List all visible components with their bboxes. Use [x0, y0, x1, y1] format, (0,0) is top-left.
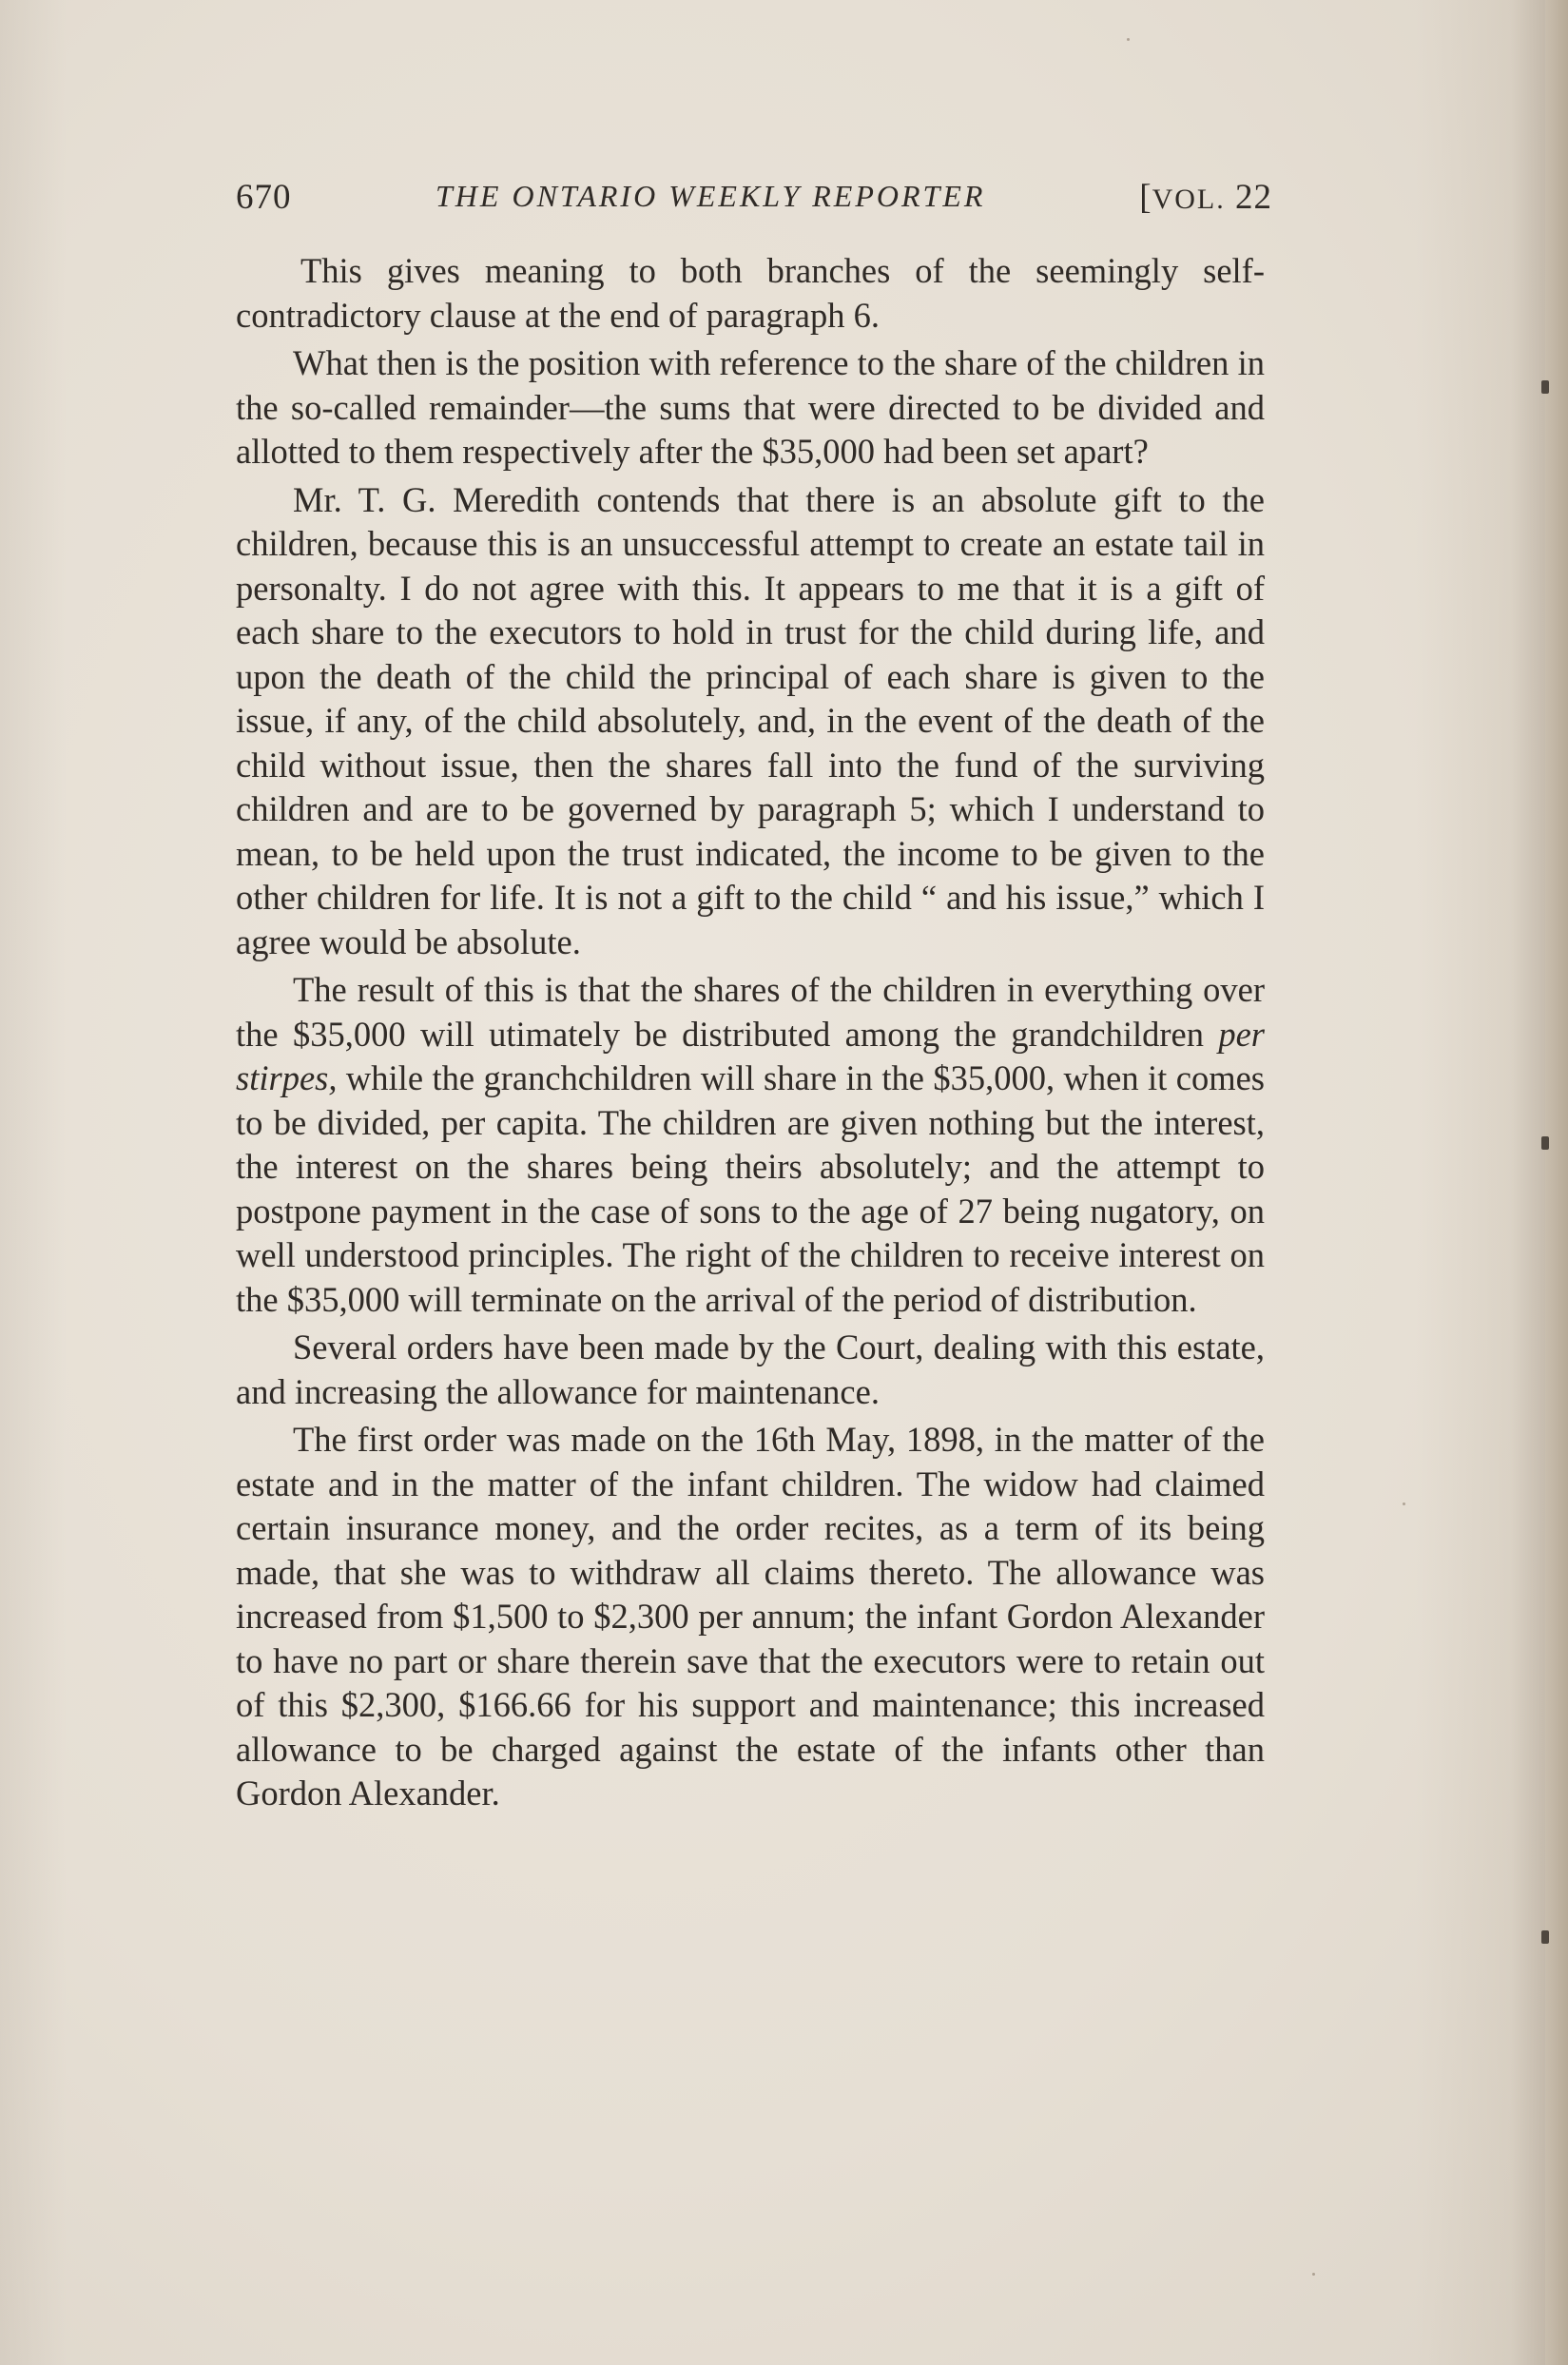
margin-mark — [1541, 1930, 1549, 1944]
margin-mark — [1541, 380, 1549, 394]
page-number: 670 — [236, 178, 292, 217]
paragraph-6: The first order was made on the 16th May, 1898, in the matter of the estate and in the matter of the infant children. The widow had claimed certain insurance money, and the order recites, as a term of its being made, that she was to withdraw all claims thereto. The allowance was increased from $1,500 to $2,300 per annum; the infant Gordon Alexander to have no part or share therein save that the executors were to retain out of this $2,300, $166.66 for his support and maintenance; this increased allowance to be charged against the estate of the infants other than Gordon Alexander. — [236, 1420, 1265, 1813]
paragraph-5: Several orders have been made by the Court, dealing with this estate, and increasing the allowance for maintenance. — [236, 1328, 1265, 1411]
paragraph-2: What then is the position with reference to the share of the children in the so-called remainder—the sums that were directed to be divided and allotted to them respectively after the $35,000 had been set apart? — [236, 343, 1265, 471]
body-text — [236, 249, 1265, 1820]
paragraph-4-italic-phrase: per stirpes, — [236, 1014, 1265, 1097]
volume-label: VOL. — [1152, 184, 1226, 215]
paragraph-4-text-b: while the granchchildren will share in the $35,000, when it comes to be divided, per capita. The children are given nothing but the interest, the interest on the shares being theirs absolutely; and the attempt to postpone payment in the case of sons to the age of 27 being nugatory, on well understood principles. The right of the children to receive interest on the $35,000 will terminate on the arrival of the period of distribution. — [236, 1058, 1265, 1319]
volume-number: 22 — [1235, 178, 1272, 217]
running-title: THE ONTARIO WEEKLY REPORTER — [436, 179, 986, 213]
paragraph-4 — [236, 968, 1265, 1322]
page-binding-edge — [1545, 0, 1568, 2365]
volume-indicator — [1139, 177, 1272, 218]
paragraph-1: This gives meaning to both branches of the seemingly self-contradictory clause at the end of paragraph 6. — [236, 251, 1265, 335]
paper-speck — [1403, 1502, 1405, 1505]
running-header — [236, 171, 1272, 228]
volume-bracket: [ — [1139, 178, 1152, 217]
paper-speck — [1127, 38, 1130, 41]
paper-speck — [1312, 2273, 1315, 2276]
margin-mark — [1541, 1136, 1549, 1150]
paragraph-4-text-a: The result of this is that the shares of the children in everything over the $35,000 will utimately be distributed among the grandchildren — [236, 970, 1265, 1054]
paragraph-3: Mr. T. G. Meredith contends that there is an absolute gift to the children, because this is an unsuccessful attempt to create an estate tail in personalty. I do not agree with this. It appears to me that it is a gift of each share to the executors to hold in trust for the child during life, and upon the death of the child the principal of each share is given to the issue, if any, of the child absolutely, and, in the event of the death of the child without issue, then the shares fall into the fund of the surviving children and are to be governed by paragraph 5; which I understand to mean, to be held upon the trust indicated, the income to be given to the other children for life. It is not a gift to the child “ and his issue,” which I agree would be absolute. — [236, 479, 1265, 961]
